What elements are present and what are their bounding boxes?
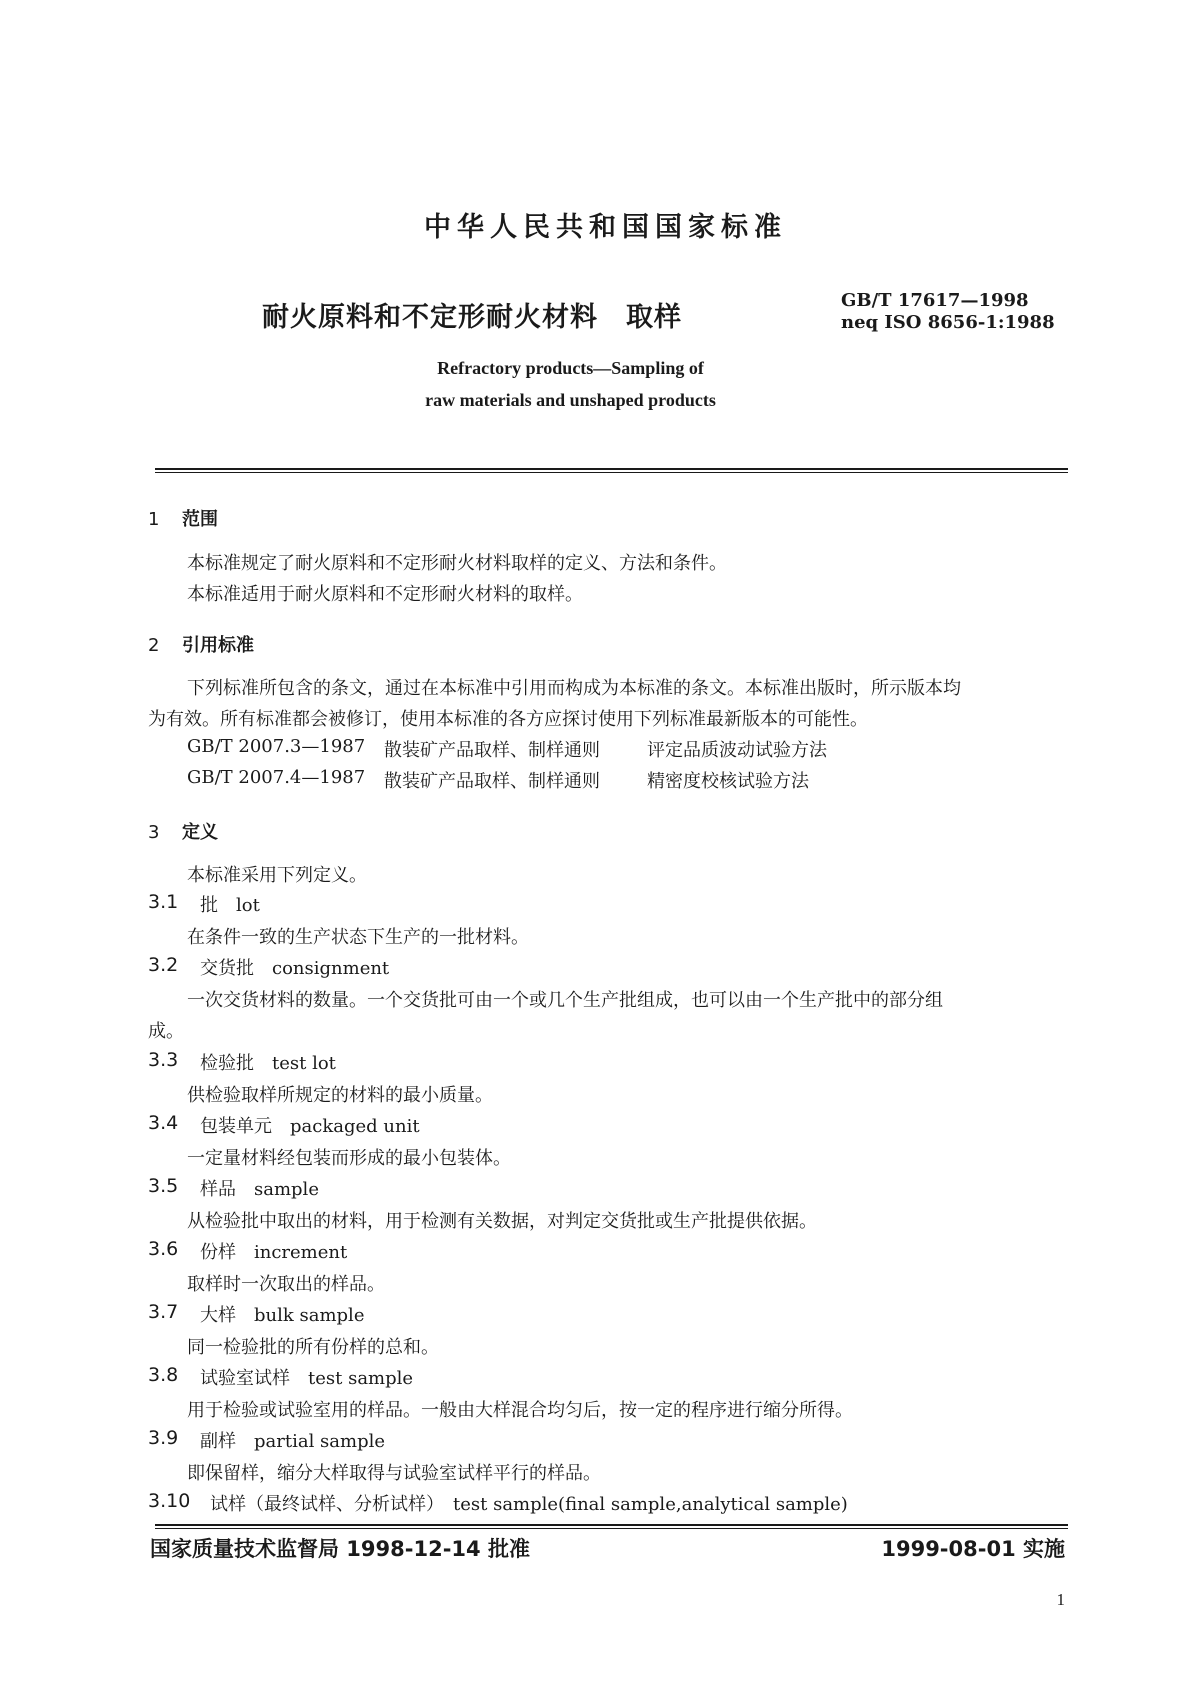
header-divider-thin xyxy=(155,472,1068,473)
definition-text: 即保留样，缩分大样取得与试验室试样平行的样品。 xyxy=(187,1463,601,1484)
section-title: 引用标准 xyxy=(182,635,254,656)
definition-text: 取样时一次取出的样品。 xyxy=(187,1274,385,1295)
definition-term: 交货批 consignment xyxy=(200,958,390,979)
definition-term: 大样 bulk sample xyxy=(200,1305,365,1326)
effective-date: 1999-08-01 实施 xyxy=(881,1537,1065,1561)
section-1-heading xyxy=(148,505,218,531)
section-number: 3 xyxy=(148,822,160,843)
definition-number: 3.7 xyxy=(148,1301,179,1323)
reference-title: 散装矿产品取样、制样通则 xyxy=(384,771,600,792)
standard-code-block xyxy=(841,290,1055,334)
reference-title: 散装矿产品取样、制样通则 xyxy=(384,740,600,761)
section-2-heading xyxy=(148,631,254,657)
page-number: 1 xyxy=(1056,1590,1065,1609)
reference-code: GB/T 2007.4—1987 xyxy=(187,767,366,788)
definition-text: 用于检验或试验室用的样品。一般由大样混合均匀后，按一定的程序进行缩分所得。 xyxy=(187,1400,853,1421)
definition-text: 同一检验批的所有份样的总和。 xyxy=(187,1337,439,1358)
definition-number: 3.1 xyxy=(148,891,179,913)
section-title: 范围 xyxy=(182,509,218,530)
document-title-en xyxy=(0,352,1191,416)
definition-number: 3.8 xyxy=(148,1364,179,1386)
reference-method: 评定品质波动试验方法 xyxy=(647,740,827,761)
document-title-cn: 耐火原料和不定形耐火材料 取样 xyxy=(262,302,682,333)
standard-equivalent: neq ISO 8656-1:1988 xyxy=(841,312,1055,333)
definition-number: 3.9 xyxy=(148,1427,179,1449)
definition-number: 3.10 xyxy=(148,1490,191,1512)
definition-term: 试验室试样 test sample xyxy=(200,1368,414,1389)
definition-number: 3.4 xyxy=(148,1112,179,1134)
definition-number: 3.5 xyxy=(148,1175,179,1197)
section-number: 1 xyxy=(148,509,160,530)
definition-number: 3.6 xyxy=(148,1238,179,1260)
standard-number: GB/T 17617—1998 xyxy=(841,290,1029,311)
definition-term: 包装单元 packaged unit xyxy=(200,1116,420,1137)
definition-text: 在条件一致的生产状态下生产的一批材料。 xyxy=(187,927,529,948)
national-standard-heading: 中华人民共和国国家标准 xyxy=(424,212,787,243)
definition-number: 3.3 xyxy=(148,1049,179,1071)
definition-term: 份样 increment xyxy=(200,1242,348,1263)
definition-term: 批 lot xyxy=(200,895,260,916)
reference-code: GB/T 2007.3—1987 xyxy=(187,736,366,757)
definition-term: 试样（最终试样、分析试样） test sample(final sample,analytical sample) xyxy=(210,1494,848,1515)
section-number: 2 xyxy=(148,635,160,656)
definition-text: 一定量材料经包装而形成的最小包装体。 xyxy=(187,1148,511,1169)
definition-text-continued: 成。 xyxy=(148,1021,184,1042)
section-3-intro: 本标准采用下列定义。 xyxy=(187,865,367,886)
section-3-heading xyxy=(148,818,218,844)
section-2-paragraph-line2: 为有效。所有标准都会被修订，使用本标准的各方应探讨使用下列标准最新版本的可能性。 xyxy=(148,709,868,730)
approval-statement: 国家质量技术监督局 1998-12-14 批准 xyxy=(150,1537,530,1561)
definition-term: 样品 sample xyxy=(200,1179,319,1200)
definition-term: 副样 partial sample xyxy=(200,1431,386,1452)
title-en-line1: Refractory products—Sampling of xyxy=(437,358,704,378)
reference-method: 精密度校核试验方法 xyxy=(647,771,809,792)
footer-divider xyxy=(155,1524,1068,1526)
section-title: 定义 xyxy=(182,822,218,843)
definition-number: 3.2 xyxy=(148,954,179,976)
definition-term: 检验批 test lot xyxy=(200,1053,336,1074)
definition-text: 从检验批中取出的材料，用于检测有关数据，对判定交货批或生产批提供依据。 xyxy=(187,1211,817,1232)
definition-text: 供检验取样所规定的材料的最小质量。 xyxy=(187,1085,493,1106)
section-1-paragraph-2: 本标准适用于耐火原料和不定形耐火材料的取样。 xyxy=(187,584,583,605)
footer-divider-thin xyxy=(155,1528,1068,1529)
section-2-paragraph-line1: 下列标准所包含的条文，通过在本标准中引用而构成为本标准的条文。本标准出版时，所示版本均 xyxy=(187,678,961,699)
title-en-line2: raw materials and unshaped products xyxy=(425,390,716,410)
section-1-paragraph-1: 本标准规定了耐火原料和不定形耐火材料取样的定义、方法和条件。 xyxy=(187,553,727,574)
header-divider xyxy=(155,468,1068,470)
definition-text: 一次交货材料的数量。一个交货批可由一个或几个生产批组成，也可以由一个生产批中的部分组 xyxy=(187,990,943,1011)
